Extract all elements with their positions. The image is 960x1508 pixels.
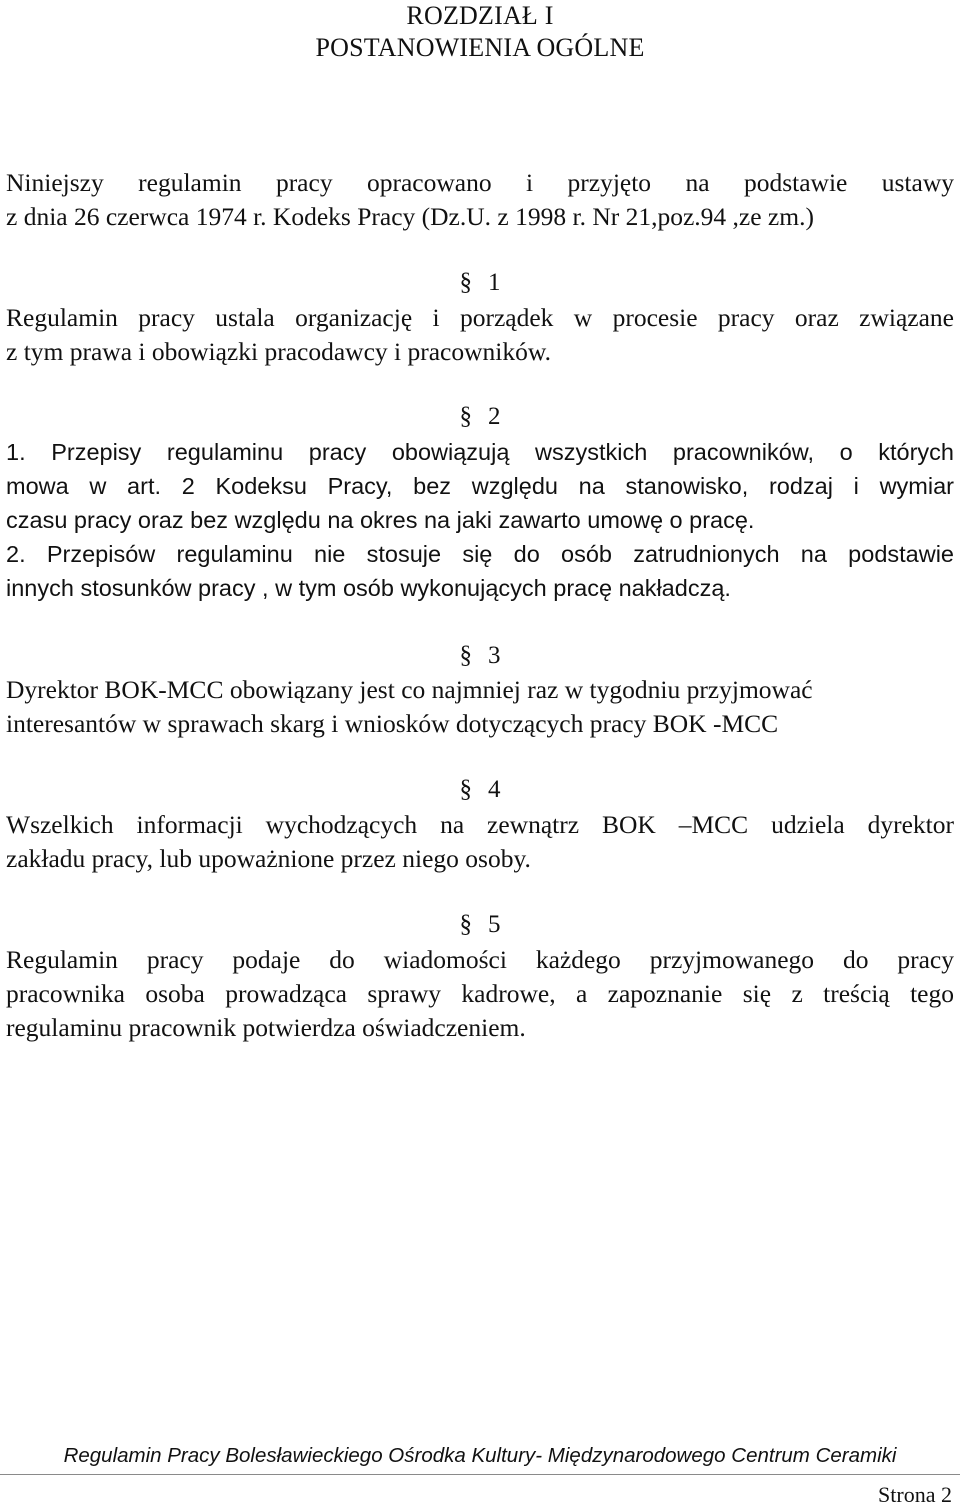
section-2-body <box>6 435 954 605</box>
section-2-line: 2. Przepisów regulaminu nie stosuje się do osób zatrudnionych na podstawie <box>6 541 954 567</box>
section-number: 3 <box>488 642 501 669</box>
section-number: 1 <box>488 269 501 296</box>
section-symbol: § <box>459 911 472 938</box>
section-4-body <box>6 808 954 876</box>
intro-paragraph <box>6 166 954 234</box>
section-2-line: mowa w art. 2 Kodeksu Pracy, bez względu na stanowisko, rodzaj i wymiar <box>6 473 954 499</box>
section-2-line: czasu pracy oraz bez względu na okres na jaki zawarto umowę o pracę. <box>6 507 755 533</box>
chapter-heading <box>0 0 960 64</box>
section-1-line: Regulamin pracy ustala organizację i porządek w procesie pracy oraz związane <box>6 303 954 332</box>
section-symbol: § <box>459 269 472 296</box>
section-5-line: regulaminu pracownik potwierdza oświadczeniem. <box>6 1013 526 1042</box>
intro-line: z dnia 26 czerwca 1974 r. Kodeks Pracy (Dz.U. z 1998 r. Nr 21,poz.94 ,ze zm.) <box>6 202 814 231</box>
section-2-line: innych stosunków pracy , w tym osób wykonujących pracę nakładczą. <box>6 575 731 601</box>
section-3-body <box>6 673 954 741</box>
section-number: 4 <box>488 776 501 803</box>
section-2-line: 1. Przepisy regulaminu pracy obowiązują wszystkich pracowników, o których <box>6 439 954 465</box>
section-symbol: § <box>459 776 472 803</box>
chapter-number: ROZDZIAŁ I <box>406 1 554 30</box>
footer-divider <box>0 1474 960 1475</box>
section-4-line: Wszelkich informacji wychodzących na zewnątrz BOK –MCC udziela dyrektor <box>6 810 954 839</box>
section-heading-3 <box>0 641 960 671</box>
page-number: Strona 2 <box>878 1482 952 1507</box>
section-1-body <box>6 301 954 369</box>
section-heading-2 <box>0 402 960 432</box>
footer-title: Regulamin Pracy Bolesławieckiego Ośrodka Kultury- Międzynarodowego Centrum Ceramiki <box>63 1444 897 1467</box>
section-5-line: Regulamin pracy podaje do wiadomości każdego przyjmowanego do pracy <box>6 945 954 974</box>
section-3-line: interesantów w sprawach skarg i wniosków dotyczących pracy BOK -MCC <box>6 709 779 738</box>
section-5-line: pracownika osoba prowadząca sprawy kadrowe, a zapoznanie się z treścią tego <box>6 979 954 1008</box>
section-number: 2 <box>488 403 501 430</box>
intro-line: Niniejszy regulamin pracy opracowano i przyjęto na podstawie ustawy <box>6 168 954 197</box>
section-heading-1 <box>0 268 960 298</box>
section-5-body <box>6 943 954 1045</box>
section-1-line: z tym prawa i obowiązki pracodawcy i pracowników. <box>6 337 551 366</box>
section-3-line: Dyrektor BOK-MCC obowiązany jest co najmniej raz w tygodniu przyjmować <box>6 675 813 704</box>
section-4-line: zakładu pracy, lub upoważnione przez niego osoby. <box>6 844 531 873</box>
section-symbol: § <box>459 642 472 669</box>
section-heading-5 <box>0 910 960 940</box>
section-symbol: § <box>459 403 472 430</box>
section-number: 5 <box>488 911 501 938</box>
section-heading-4 <box>0 775 960 805</box>
chapter-title: POSTANOWIENIA OGÓLNE <box>315 33 645 62</box>
